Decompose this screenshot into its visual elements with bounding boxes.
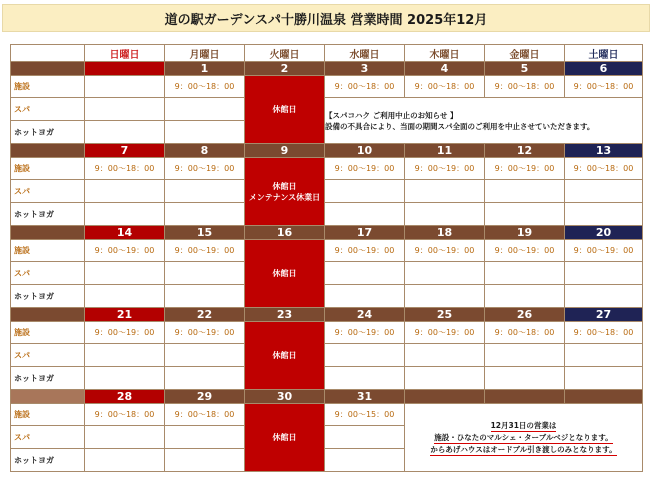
yoga-row — [11, 203, 643, 226]
weekday-header: 火曜日 — [245, 45, 325, 62]
dec31-note-line2 — [405, 444, 642, 456]
date-row-label — [11, 390, 85, 404]
empty-cell — [165, 262, 245, 285]
empty-cell — [165, 180, 245, 203]
empty-cell — [565, 180, 643, 203]
hours-cell: 9：00～18：00 — [85, 404, 165, 426]
empty-cell — [485, 344, 565, 367]
hours-cell: 9：00～19：00 — [405, 240, 485, 262]
closed-day-cell — [245, 158, 325, 226]
spa-row — [11, 180, 643, 203]
date-cell: 17 — [325, 226, 405, 240]
empty-cell — [565, 203, 643, 226]
hours-cell: 9：00～18：00 — [485, 322, 565, 344]
date-cell: 11 — [405, 144, 485, 158]
closed-label: 休館日 — [272, 181, 297, 191]
row-label-spa: スパ — [11, 98, 85, 121]
empty-cell — [485, 285, 565, 308]
closed-day-cell — [245, 322, 325, 390]
spa-row — [11, 262, 643, 285]
date-row — [11, 62, 643, 76]
hours-cell: 9：00～18：00 — [485, 76, 565, 98]
date-cell: 12 — [485, 144, 565, 158]
row-label-spa: スパ — [11, 180, 85, 203]
dec31-note-line1 — [405, 432, 642, 444]
empty-cell — [325, 367, 405, 390]
empty-cell — [565, 344, 643, 367]
hours-cell: 9：00～19：00 — [485, 158, 565, 180]
hours-cell: 9：00～19：00 — [485, 240, 565, 262]
date-cell: 6 — [565, 62, 643, 76]
weekday-header: 日曜日 — [85, 45, 165, 62]
empty-cell — [85, 285, 165, 308]
hours-cell — [85, 76, 165, 98]
empty-cell — [325, 449, 405, 472]
empty-cell — [485, 262, 565, 285]
empty-cell — [405, 367, 485, 390]
date-row — [11, 308, 643, 322]
row-label-facility: 施設 — [11, 158, 85, 180]
empty-cell — [85, 426, 165, 449]
date-cell: 24 — [325, 308, 405, 322]
date-cell: 15 — [165, 226, 245, 240]
date-cell: 4 — [405, 62, 485, 76]
date-cell: 21 — [85, 308, 165, 322]
weekday-header-row — [11, 45, 643, 62]
hours-cell: 9：00～18：00 — [405, 76, 485, 98]
weekday-header: 金曜日 — [485, 45, 565, 62]
hours-cell: 9：00～18：00 — [85, 158, 165, 180]
date-cell: 10 — [325, 144, 405, 158]
date-cell: 8 — [165, 144, 245, 158]
weekday-header: 水曜日 — [325, 45, 405, 62]
date-cell: 13 — [565, 144, 643, 158]
empty-cell — [85, 203, 165, 226]
empty-cell — [565, 262, 643, 285]
date-cell: 25 — [405, 308, 485, 322]
maintenance-label: メンテナンス休業日 — [248, 192, 321, 202]
empty-cell — [165, 285, 245, 308]
hours-cell: 9：00～18：00 — [565, 322, 643, 344]
header-corner — [11, 45, 85, 62]
dec31-note-line2-text: からあげハウスはオードブル引き渡しのみとなります。 — [430, 444, 617, 454]
empty-cell — [165, 449, 245, 472]
row-label-facility: 施設 — [11, 76, 85, 98]
closed-label: 休館日 — [272, 105, 297, 114]
empty-cell — [165, 121, 245, 144]
notice-body: 設備の不具合により、当面の期間スパ全面のご利用を中止させていただきます。 — [325, 121, 595, 131]
date-cell: 9 — [245, 144, 325, 158]
hours-cell: 9：00～18：00 — [165, 76, 245, 98]
closed-label: 休館日 — [272, 433, 297, 442]
date-cell: 28 — [85, 390, 165, 404]
hours-cell: 9：00～18：00 — [565, 76, 643, 98]
empty-cell — [325, 180, 405, 203]
empty-cell — [85, 344, 165, 367]
empty-cell — [325, 426, 405, 449]
date-row-label — [11, 62, 85, 76]
row-label-yoga: ホットヨガ — [11, 367, 85, 390]
empty-cell — [85, 121, 165, 144]
page-title: 道の駅ガーデンスパ十勝川温泉 営業時間 2025年12月 — [2, 4, 650, 32]
date-row-label — [11, 308, 85, 322]
spa-row — [11, 98, 643, 121]
date-cell: 3 — [325, 62, 405, 76]
hours-cell: 9：00～19：00 — [165, 158, 245, 180]
hours-cell: 9：00～19：00 — [405, 158, 485, 180]
hours-cell: 9：00～19：00 — [405, 322, 485, 344]
empty-cell — [165, 426, 245, 449]
empty-cell — [405, 203, 485, 226]
date-cell: 23 — [245, 308, 325, 322]
hours-cell: 9：00～19：00 — [85, 322, 165, 344]
date-cell: 19 — [485, 226, 565, 240]
hours-cell: 9：00～18：00 — [325, 76, 405, 98]
empty-cell — [325, 262, 405, 285]
row-label-facility: 施設 — [11, 322, 85, 344]
empty-cell — [325, 203, 405, 226]
dec31-note-title-text: 12月31日の営業は — [490, 420, 557, 430]
hours-cell: 9：00～19：00 — [165, 322, 245, 344]
date-row — [11, 144, 643, 158]
hours-cell: 9：00～19：00 — [85, 240, 165, 262]
date-row — [11, 226, 643, 240]
weekday-header: 月曜日 — [165, 45, 245, 62]
spa-row — [11, 344, 643, 367]
date-cell: 27 — [565, 308, 643, 322]
closed-day-cell — [245, 404, 325, 472]
empty-cell — [85, 367, 165, 390]
date-cell: 2 — [245, 62, 325, 76]
row-label-facility: 施設 — [11, 240, 85, 262]
date-cell: 29 — [165, 390, 245, 404]
date-cell: 14 — [85, 226, 165, 240]
date-cell — [485, 390, 565, 404]
row-label-spa: スパ — [11, 262, 85, 285]
empty-cell — [565, 285, 643, 308]
empty-cell — [405, 285, 485, 308]
row-label-yoga: ホットヨガ — [11, 203, 85, 226]
facility-hours-row — [11, 322, 643, 344]
facility-hours-row — [11, 158, 643, 180]
empty-cell — [85, 449, 165, 472]
hours-cell: 9：00～18：00 — [565, 158, 643, 180]
empty-cell — [485, 367, 565, 390]
empty-cell — [325, 285, 405, 308]
hours-cell: 9：00～19：00 — [565, 240, 643, 262]
date-cell: 7 — [85, 144, 165, 158]
row-label-spa: スパ — [11, 426, 85, 449]
dec31-note — [405, 404, 643, 472]
empty-cell — [325, 344, 405, 367]
date-cell: 1 — [165, 62, 245, 76]
yoga-row — [11, 285, 643, 308]
notice-title: 【スパコハク ご利用中止のお知らせ 】 — [325, 110, 458, 120]
empty-cell — [405, 180, 485, 203]
yoga-row — [11, 367, 643, 390]
date-cell: 20 — [565, 226, 643, 240]
date-cell — [405, 390, 485, 404]
hours-cell: 9：00～19：00 — [325, 158, 405, 180]
row-label-spa: スパ — [11, 344, 85, 367]
date-cell: 5 — [485, 62, 565, 76]
hours-cell: 9：00～15：00 — [325, 404, 405, 426]
empty-cell — [85, 98, 165, 121]
dec31-note-line1-text: 施設・ひなたのマルシェ・ターブルベジとなります。 — [434, 432, 613, 442]
date-cell: 26 — [485, 308, 565, 322]
row-label-yoga: ホットヨガ — [11, 285, 85, 308]
empty-cell — [165, 344, 245, 367]
hours-cell: 9：00～19：00 — [165, 240, 245, 262]
empty-cell — [485, 203, 565, 226]
closed-label: 休館日 — [272, 351, 297, 360]
date-row-label — [11, 144, 85, 158]
date-row-label — [11, 226, 85, 240]
empty-cell — [165, 98, 245, 121]
closed-label: 休館日 — [272, 269, 297, 278]
date-row — [11, 390, 643, 404]
calendar-table — [10, 44, 643, 472]
weekday-header: 木曜日 — [405, 45, 485, 62]
empty-cell — [565, 367, 643, 390]
empty-cell — [405, 344, 485, 367]
date-cell: 30 — [245, 390, 325, 404]
facility-hours-row — [11, 404, 643, 426]
empty-cell — [485, 180, 565, 203]
date-cell: 31 — [325, 390, 405, 404]
weekday-header: 土曜日 — [565, 45, 643, 62]
hours-cell: 9：00～19：00 — [325, 322, 405, 344]
hours-cell: 9：00～18：00 — [165, 404, 245, 426]
spa-closure-notice — [325, 98, 643, 144]
date-cell — [85, 62, 165, 76]
date-cell: 18 — [405, 226, 485, 240]
empty-cell — [165, 367, 245, 390]
empty-cell — [165, 203, 245, 226]
empty-cell — [405, 262, 485, 285]
facility-hours-row — [11, 240, 643, 262]
row-label-facility: 施設 — [11, 404, 85, 426]
row-label-yoga: ホットヨガ — [11, 121, 85, 144]
closed-day-cell — [245, 76, 325, 144]
facility-hours-row — [11, 76, 643, 98]
closed-day-cell — [245, 240, 325, 308]
date-cell — [565, 390, 643, 404]
row-label-yoga: ホットヨガ — [11, 449, 85, 472]
date-cell: 22 — [165, 308, 245, 322]
empty-cell — [85, 180, 165, 203]
hours-cell: 9：00～19：00 — [325, 240, 405, 262]
dec31-note-title — [405, 420, 642, 432]
empty-cell — [85, 262, 165, 285]
date-cell: 16 — [245, 226, 325, 240]
